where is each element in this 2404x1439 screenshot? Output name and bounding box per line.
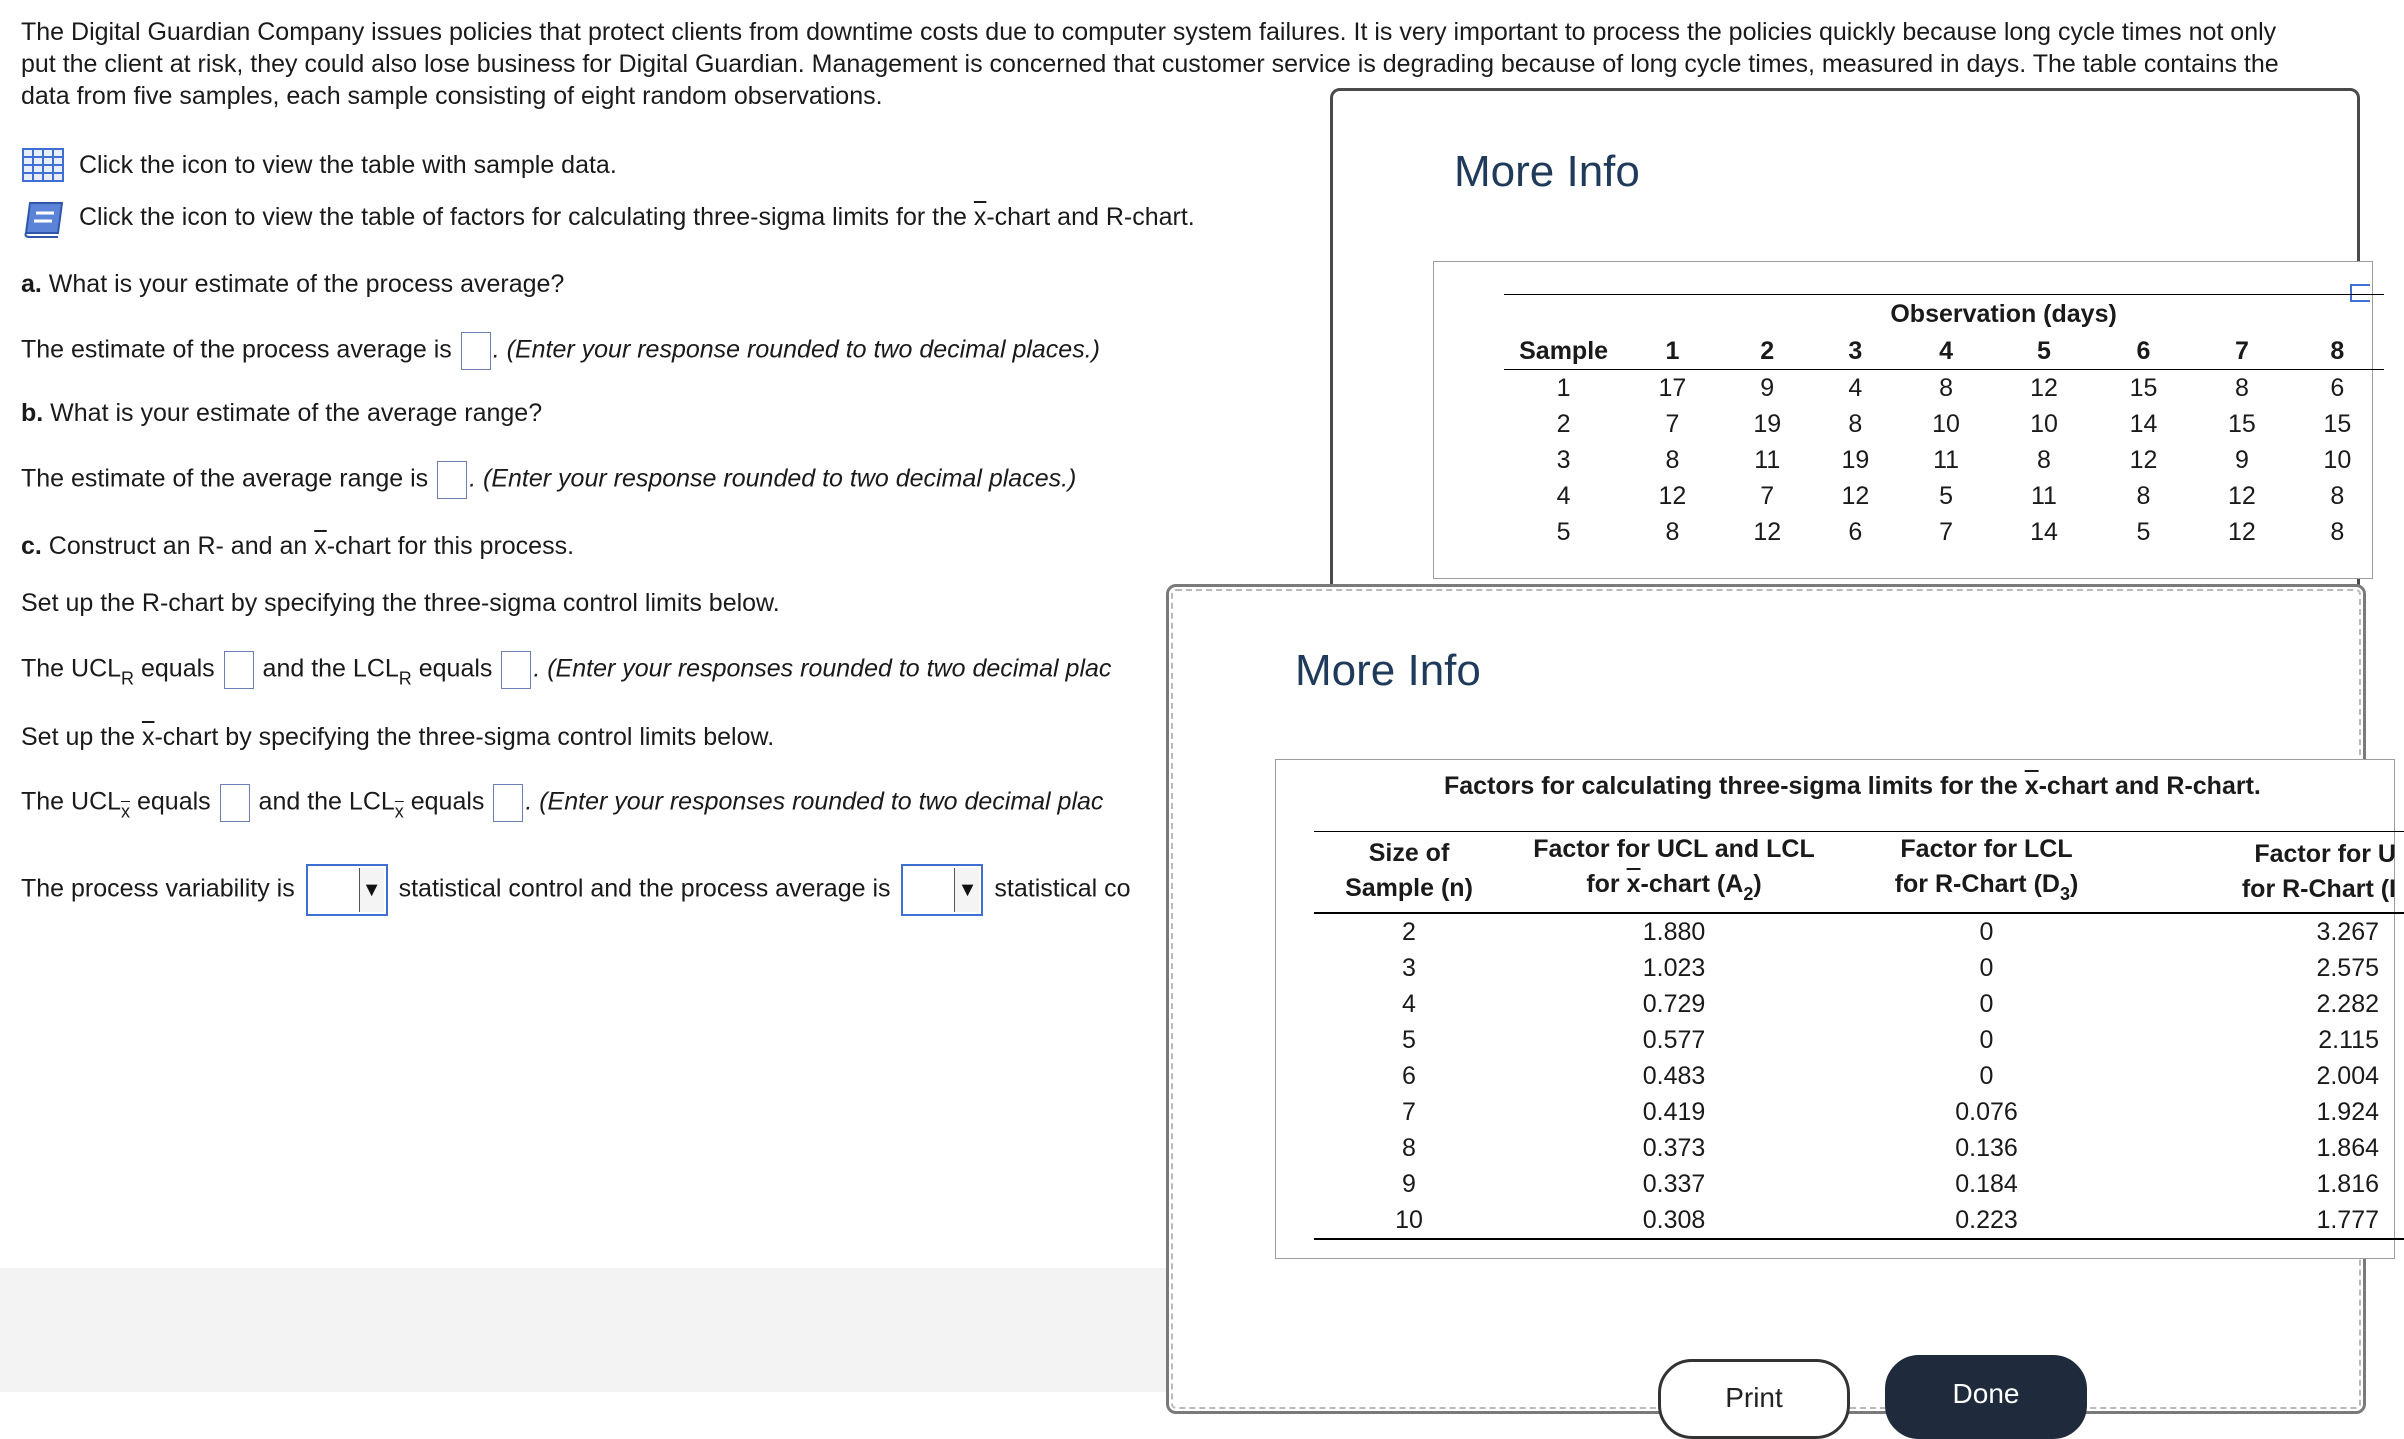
- factors-table-title: Factors for calculating three-sigma limits for the $\overline{x}$-chart and R-chart.: [1444, 772, 2261, 800]
- table-row: 2 7 19 8 10 10 14 15 15: [1556, 409, 2352, 438]
- table-row: 4 0.729 0 2.282: [1402, 989, 2379, 1018]
- factors-link[interactable]: Click the icon to view the table of factors for calculating three-sigma limits for the $\overline{x}$-chart and R-chart.: [79, 203, 1195, 231]
- table-grid-icon[interactable]: [22, 148, 64, 187]
- table-row: 5 8 12 6 7 14 5 12 8: [1556, 517, 2345, 546]
- part-b-answer-row: The estimate of the average range is . (Enter your response rounded to two decimal places.): [21, 461, 1076, 499]
- table-row: 7 0.419 0.076 1.924: [1402, 1097, 2379, 1126]
- xchart-setup-text: Set up the $\overline{x}$-chart by specifying the three-sigma control limits below.: [21, 723, 775, 751]
- col-obs: 8: [2330, 336, 2345, 365]
- page-footer-area: [0, 1268, 1170, 1392]
- col-obs: 2: [1760, 336, 1775, 365]
- table-row: 1 17 9 4 8 12 15 8 6: [1556, 373, 2345, 402]
- col-obs: 5: [2037, 336, 2051, 365]
- book-icon[interactable]: [22, 199, 66, 244]
- part-a-question: a. What is your estimate of the process average?: [21, 270, 565, 298]
- table-row: 5 0.577 0 2.115: [1402, 1025, 2379, 1054]
- chevron-down-icon: ▼: [954, 868, 979, 912]
- factors-table-frame: [1275, 759, 2395, 1259]
- table-row: 9 0.337 0.184 1.816: [1402, 1169, 2379, 1198]
- col-obs: 6: [2136, 336, 2151, 365]
- dialog-title: More Info: [1454, 147, 1640, 196]
- table-header: [1314, 832, 2404, 914]
- table-header: [1504, 333, 2384, 370]
- more-info-dialog-factors: [1166, 584, 2396, 1414]
- print-button[interactable]: Print: [1658, 1359, 1850, 1439]
- problem-statement: The Digital Guardian Company issues policies that protect clients from downtime costs due to computer system failures. It is very important to process the policies quickly because long cycle times not only put the client at risk, they could also lose business for Digital Guardian. Management is concerned that customer service is degrading because of long cycle times, measured in days. The table contains the data from five samples, each sample consisting of eight random observations.: [21, 18, 2279, 110]
- table-row: 4 12 7 12 5 11 8 12 8: [1556, 481, 2345, 510]
- average-range-input[interactable]: [437, 461, 467, 499]
- process-average-dropdown[interactable]: [901, 864, 983, 916]
- process-average-input[interactable]: [461, 332, 491, 370]
- part-b-question: b. What is your estimate of the average range?: [21, 399, 543, 427]
- col-a2: Factor for UCL and LCL for $\overline{x}$-chart $(A_2)$: [1533, 835, 1815, 904]
- table-header-group: [1504, 295, 2384, 334]
- rchart-limits-row: The $UCL_R$ equals and the $LCL_R$ equals . (Enter your responses rounded to two decimal plac: [21, 651, 1111, 696]
- col-obs: 3: [1848, 336, 1863, 365]
- col-d4: Factor for U for R-Chart (I: [2241, 840, 2396, 903]
- ucl-x-input[interactable]: [220, 784, 250, 822]
- dialog-title: More Info: [1295, 646, 1481, 695]
- variability-dropdown[interactable]: [306, 864, 388, 916]
- col-d3: Factor for LCL for R-Chart $(D_3)$: [1894, 835, 2079, 904]
- table-row: 3 1.023 0 2.575: [1402, 953, 2379, 982]
- observation-group-header: Observation (days): [1623, 295, 2384, 334]
- observation-table: [1504, 294, 2384, 550]
- lcl-x-input[interactable]: [493, 784, 523, 822]
- part-a-answer-row: The estimate of the process average is . (Enter your response rounded to two decimal places.): [21, 332, 1100, 370]
- sample-data-link[interactable]: Click the icon to view the table with sample data.: [79, 151, 617, 179]
- table-row: 10 0.308 0.223 1.777: [1314, 1202, 2404, 1239]
- table-row: 6 0.483 0 2.004: [1402, 1061, 2379, 1090]
- col-sample-size: Size of Sample (n): [1345, 839, 1473, 902]
- table-row: 8 0.373 0.136 1.864: [1402, 1133, 2379, 1162]
- lcl-r-input[interactable]: [501, 651, 531, 689]
- observation-table-frame: [1433, 261, 2373, 579]
- done-button[interactable]: Done: [1885, 1355, 2087, 1439]
- table-row: 3 8 11 19 11 8 12 9 10: [1556, 445, 2352, 474]
- ucl-r-input[interactable]: [224, 651, 254, 689]
- chevron-down-icon: ▼: [359, 868, 384, 912]
- factors-table: [1314, 831, 2404, 1240]
- part-c-question: c. Construct an R- and an $\overline{x}$-chart for this process.: [21, 532, 575, 560]
- col-obs: 1: [1665, 336, 1680, 365]
- rchart-setup-text: Set up the R-chart by specifying the three-sigma control limits below.: [21, 589, 780, 617]
- col-obs: 7: [2234, 336, 2249, 365]
- col-sample: Sample: [1519, 336, 1609, 365]
- col-obs: 4: [1939, 336, 1953, 365]
- xchart-limits-row: The $UCL_{\overline{x}}$ equals and the $LCL_{\overline{x}}$ equals . (Enter your responses rounded to two decimal plac: [21, 784, 1103, 829]
- variability-row: The process variability is ▼ statistical control and the process average is ▼ statistical co: [21, 864, 1131, 916]
- table-row: 2 1.880 0 3.267: [1402, 917, 2379, 946]
- more-info-dialog-observations: [1330, 88, 2360, 608]
